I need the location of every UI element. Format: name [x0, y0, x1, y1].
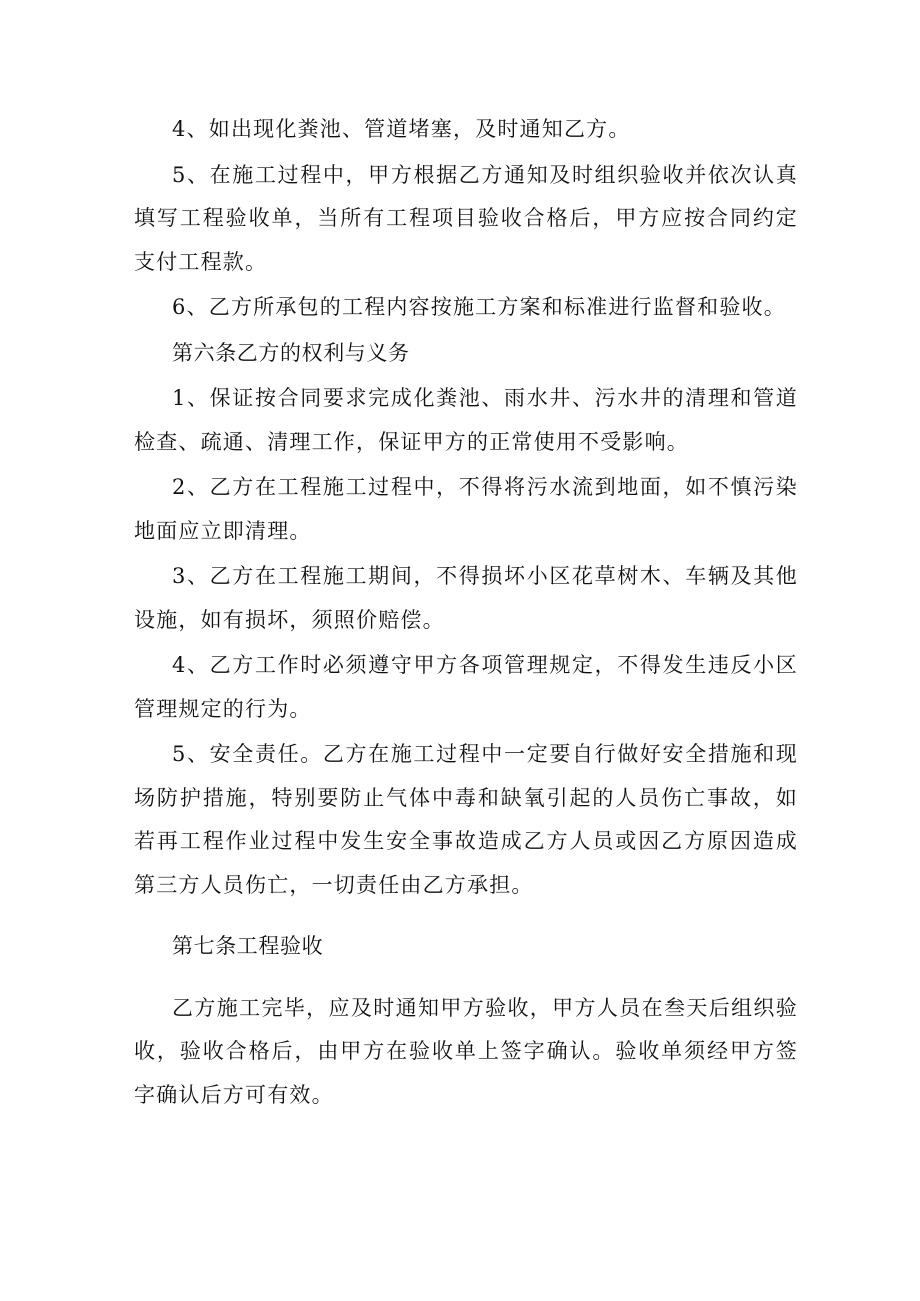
paragraph-supervision: 6、乙方所承包的工程内容按施工方案和标准进行监督和验收。: [172, 295, 786, 319]
paragraph-property-damage: 3、乙方在工程施工期间，不得损坏小区花草树木、车辆及其他设施，如有损坏，须照价赔偿。: [134, 564, 798, 632]
paragraph-blockage-notice: 4、如出现化粪池、管道堵塞，及时通知乙方。: [172, 117, 631, 141]
section-heading-article-6: 第六条乙方的权利与义务: [172, 340, 410, 365]
paragraph-cleaning-duty: 1、保证按合同要求完成化粪池、雨水井、污水井的清理和管道检查、疏通、清理工作，保证甲方的正常使用不受影响。: [134, 386, 798, 454]
paragraph-safety-responsibility: 5、安全责任。乙方在施工过程中一定要自行做好安全措施和现场防护措施，特别要防止气体中毒和缺氧引起的人员伤亡事故，如若再工程作业过程中发生安全事故造成乙方人员或因乙方原因造成第三方人员伤亡，一切责任由乙方承担。: [134, 742, 798, 897]
paragraph-project-acceptance: 乙方施工完毕，应及时通知甲方验收，甲方人员在叁天后组织验收，验收合格后，由甲方在验收单上签字确认。验收单须经甲方签字确认后方可有效。: [134, 995, 798, 1107]
paragraph-acceptance-payment: 5、在施工过程中，甲方根据乙方通知及时组织验收并依次认真填写工程验收单，当所有工程项目验收合格后，甲方应按合同约定支付工程款。: [134, 162, 798, 274]
section-heading-article-7: 第七条工程验收: [172, 934, 324, 958]
paragraph-management-rules: 4、乙方工作时必须遵守甲方各项管理规定，不得发生违反小区管理规定的行为。: [134, 653, 798, 721]
paragraph-sewage-control: 2、乙方在工程施工过程中，不得将污水流到地面，如不慎污染地面应立即清理。: [134, 475, 798, 543]
